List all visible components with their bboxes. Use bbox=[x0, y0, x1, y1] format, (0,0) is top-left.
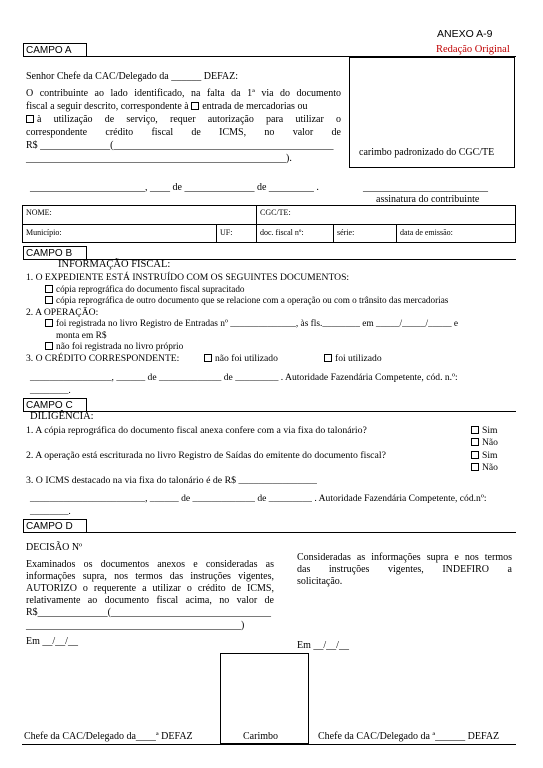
request-date-line: _______________________, ____ de ______________ de _________ . bbox=[30, 182, 319, 193]
data-emissao-field[interactable]: data de emissão: bbox=[400, 228, 453, 237]
table-col-divider bbox=[333, 224, 334, 243]
doc-fiscal-field[interactable]: doc. fiscal nº: bbox=[260, 228, 304, 237]
item-2a: foi registrada no livro Registro de Entradas nº ______________, às fls.________ em _____/_____/_____ e bbox=[45, 319, 458, 330]
stamp-label: carimbo padronizado do CGC/TE bbox=[359, 147, 495, 158]
municipio-field[interactable]: Município: bbox=[26, 228, 62, 237]
q2-nao-checkbox[interactable] bbox=[471, 463, 479, 471]
utilizado-checkbox[interactable] bbox=[324, 354, 332, 362]
q2-sim-checkbox[interactable] bbox=[471, 451, 479, 459]
campo-c-cont: ________. bbox=[30, 506, 71, 517]
campo-b-date-line: _________________, ______ de _____________ de _________ . Autoridade Fazendária Competente, cód. n.º: bbox=[30, 372, 458, 383]
q2-nao: Não bbox=[471, 462, 498, 473]
item-2a-value: monta em R$ bbox=[56, 331, 107, 341]
registrada-checkbox[interactable] bbox=[45, 319, 53, 327]
request-value-line: R$ ______________(____________________________________________ bbox=[26, 140, 334, 151]
uf-field[interactable]: UF: bbox=[220, 228, 233, 237]
q1-sim: Sim bbox=[471, 425, 497, 436]
campo-a-label: CAMPO A bbox=[23, 43, 87, 56]
table-divider bbox=[22, 224, 516, 225]
bottom-rule bbox=[22, 744, 516, 745]
campo-c-rule bbox=[23, 411, 516, 412]
campo-c-date-line: ________________________, ______ de _____________ de _________ . Autoridade Fazendária Competente, cód.nº: bbox=[30, 493, 487, 504]
indefiro-line-2: das instruções vigentes, INDEFIRO a bbox=[297, 564, 512, 575]
q1-nao-checkbox[interactable] bbox=[471, 438, 479, 446]
request-value-line-2: ____________________________________________________). bbox=[26, 153, 292, 164]
em-left: Em __/__/__ bbox=[26, 636, 78, 647]
stamp-box bbox=[349, 57, 515, 168]
campo-b-label: CAMPO B bbox=[23, 246, 87, 259]
autorizo-line-4: relativamente ao documento fiscal acima, no valor de bbox=[26, 595, 274, 606]
campo-c-label: CAMPO C bbox=[23, 398, 87, 411]
request-line-4: correspondente crédito fiscal de ICMS, no valor de bbox=[26, 127, 341, 138]
annex-title: ANEXO A-9 bbox=[437, 28, 493, 40]
signature-left: Chefe da CAC/Delegado da____ª DEFAZ bbox=[24, 731, 193, 742]
carimbo-label: Carimbo bbox=[243, 731, 278, 742]
autorizo-value-line: R$______________(________________________________ bbox=[26, 607, 271, 618]
indefiro-line-1: Consideradas as informações supra e nos termos bbox=[297, 552, 512, 563]
table-col-divider bbox=[216, 224, 217, 243]
table-col-divider bbox=[396, 224, 397, 243]
item-1: 1. O EXPEDIENTE ESTÁ INSTRUÍDO COM OS SEGUINTES DOCUMENTOS: bbox=[26, 272, 350, 283]
nome-field[interactable]: NOME: bbox=[26, 208, 52, 217]
signature-line: _________________________ bbox=[363, 182, 488, 193]
nao-utilizado-checkbox[interactable] bbox=[204, 354, 212, 362]
indefiro-line-3: solicitação. bbox=[297, 576, 343, 587]
item-2: 2. A OPERAÇÃO: bbox=[26, 307, 99, 318]
addressee: Senhor Chefe da CAC/Delegado da ______ DEFAZ: bbox=[26, 71, 238, 82]
signature-right: Chefe da CAC/Delegado da ª______ DEFAZ bbox=[318, 731, 500, 742]
question-2: 2. A operação está escriturada no livro Registro de Saídas do emitente do documento fiscal? bbox=[26, 450, 386, 461]
copia-doc-checkbox[interactable] bbox=[45, 285, 53, 293]
utilizado-option: foi utilizado bbox=[324, 353, 382, 364]
campo-d-rule bbox=[23, 532, 516, 533]
autorizo-line-2: informações supra, nos termos das instruções vigentes, bbox=[26, 571, 274, 582]
serie-field[interactable]: série: bbox=[337, 228, 355, 237]
signature-label: assinatura do contribuinte bbox=[376, 194, 480, 205]
decisao-title: DECISÃO Nº bbox=[26, 542, 83, 553]
campo-d-label: CAMPO D bbox=[23, 519, 87, 532]
em-right: Em __/__/__ bbox=[297, 640, 349, 651]
nao-utilizado-option: não foi utilizado bbox=[204, 353, 278, 364]
entrada-checkbox[interactable] bbox=[191, 102, 199, 110]
item-1a: cópia reprográfica do documento fiscal supracitado bbox=[45, 284, 245, 295]
q1-sim-checkbox[interactable] bbox=[471, 426, 479, 434]
servico-checkbox[interactable] bbox=[26, 115, 34, 123]
q1-nao: Não bbox=[471, 437, 498, 448]
autorizo-line-3: AUTORIZO o requerente a utilizar o crédito de ICMS, bbox=[26, 583, 274, 594]
question-1: 1. A cópia reprográfica do documento fiscal anexa confere com a via fixa do talonário? bbox=[26, 425, 367, 436]
carimbo-box bbox=[220, 653, 309, 744]
diligencia-title: DILIGÊNCIA: bbox=[30, 411, 94, 422]
request-line-2: fiscal a seguir descrito, correspondente à entrada de mercadorias ou bbox=[26, 101, 308, 112]
request-line-3: à utilização de serviço, requer autorização para utilizar o bbox=[26, 114, 341, 126]
question-3: 3. O ICMS destacado na via fixa do talonário é de R$ ________________ bbox=[26, 475, 317, 486]
item-1b: cópia reprográfica de outro documento que se relacione com a operação ou com o trânsito das mercadorias bbox=[45, 295, 448, 306]
table-col-divider bbox=[256, 205, 257, 243]
redacao-note: Redação Original bbox=[436, 44, 510, 55]
q2-sim: Sim bbox=[471, 450, 497, 461]
cgc-field[interactable]: CGC/TE: bbox=[260, 208, 291, 217]
item-2b: não foi registrada no livro próprio bbox=[45, 342, 183, 353]
campo-b-cont: ________. bbox=[30, 385, 71, 396]
nao-registrada-checkbox[interactable] bbox=[45, 342, 53, 350]
autorizo-line-1: Examinados os documentos anexos e consideradas as bbox=[26, 559, 274, 570]
informacao-fiscal-title: INFORMAÇÃO FISCAL: bbox=[58, 259, 171, 270]
autorizo-value-line-2: ___________________________________________) bbox=[26, 620, 245, 631]
item-3: 3. O CRÉDITO CORRESPONDENTE: bbox=[26, 353, 180, 364]
copia-outro-checkbox[interactable] bbox=[45, 296, 53, 304]
request-line-1: O contribuinte ao lado identificado, na falta da 1ª via do documento bbox=[26, 88, 341, 99]
